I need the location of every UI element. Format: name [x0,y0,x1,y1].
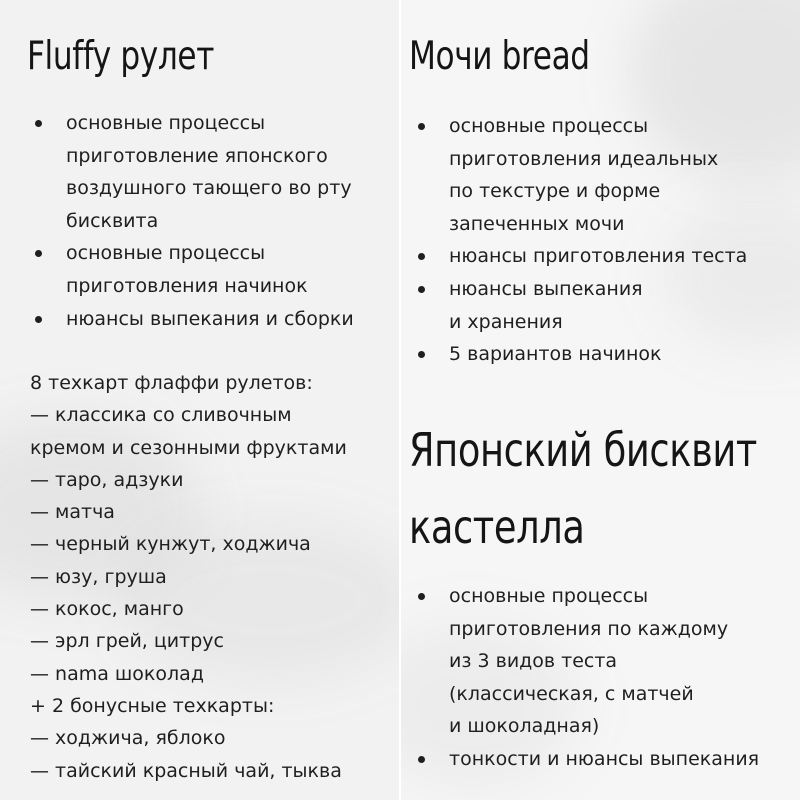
list-item-text: (классическая, с матчей [449,682,694,705]
list-item [415,110,747,240]
list-item-text: 5 вариантов начинок [449,343,662,366]
techcard-item: — юзу, груша [30,565,167,588]
list-item-text: нюансы выпекания и сборки [66,307,354,330]
list-item [32,303,354,336]
list-item-text: нюансы приготовления теста [449,245,748,268]
list-item-text: тонкости и нюансы выпекания [449,747,760,770]
fluffy-roll-title: Fluffy рулет [27,34,214,79]
list-item-text: воздушного тающего во рту [66,177,352,200]
mochi-bread-topics [415,110,747,371]
list-item [415,338,747,371]
techcard-item: — классика со сливочным [30,404,292,427]
list-item-text: приготовления идеальных [449,147,719,170]
list-item-text: и шоколадная) [449,715,600,738]
list-item-text: приготовление японского [66,144,328,167]
list-item-text: основные процессы [449,585,649,607]
techcard-item: — ходжича, яблоко [30,727,226,750]
list-item-text: основные процессы [66,112,266,134]
techcard-item: — тайский красный чай, тыква [30,759,342,782]
list-item [415,580,759,743]
list-item [415,240,747,273]
techcard-item: — черный кунжут, ходжича [30,533,311,556]
fluffy-roll-topics [32,107,354,335]
techcard-item: — nama шоколад [30,662,204,685]
techcard-item: — матча [30,501,115,524]
castella-topics [415,580,759,776]
techcard-item: — эрл грей, цитрус [30,630,224,653]
techcard-item: — таро, адзуки [30,468,184,491]
list-item-text: основные процессы [449,115,649,137]
list-item [415,743,759,776]
list-item [32,237,354,302]
list-item-text: нюансы выпекания [449,277,643,300]
list-item-text: бисквита [66,209,159,232]
techcards-list [30,367,347,787]
techcards-heading: 8 техкарт флаффи рулетов: [30,372,313,394]
list-item-text: приготовления начинок [66,274,308,297]
mochi-bread-title: Мочи bread [409,34,590,79]
list-item-text: запеченных мочи [449,212,625,235]
techcard-item: — кокос, манго [30,598,184,621]
list-item-text: основные процессы [66,242,266,265]
list-item-text: по текстуре и форме [449,180,661,203]
list-item [415,273,747,338]
list-item-text: из 3 видов теста [449,650,618,673]
list-item-text: и хранения [449,310,563,333]
right-column [401,0,800,800]
bonus-heading: + 2 бонусные техкарты: [30,694,275,717]
castella-title-line1: Японский бисквит [409,423,757,477]
castella-title-line2: кастелла [409,500,585,554]
left-column [0,0,399,800]
list-item [32,107,354,237]
techcard-item: кремом и сезонными фруктами [30,436,347,459]
list-item-text: приготовления по каждому [449,617,729,640]
